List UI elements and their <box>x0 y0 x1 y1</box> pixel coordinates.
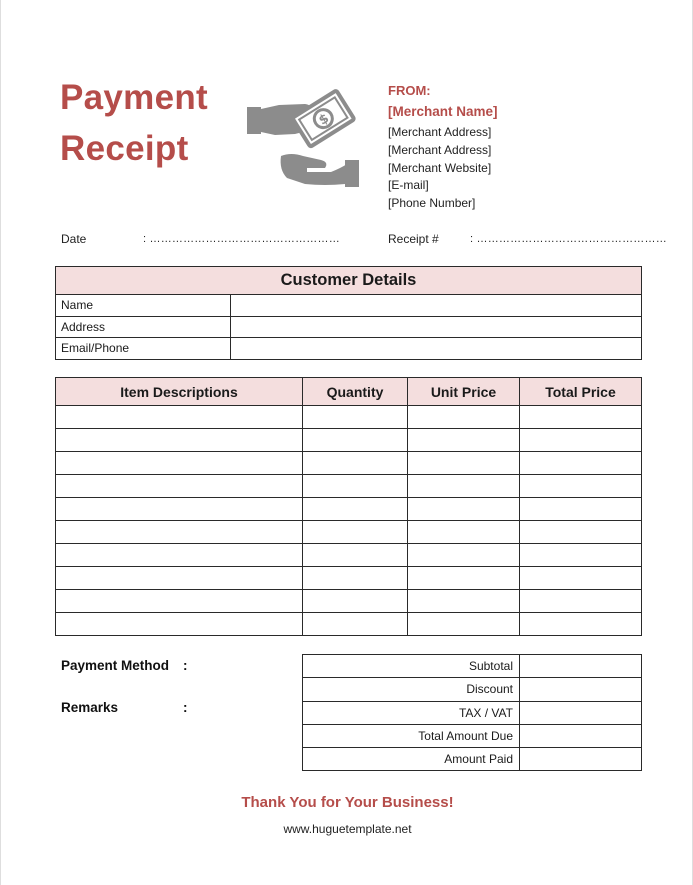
table-row <box>303 655 642 678</box>
total-price-cell[interactable] <box>520 544 642 567</box>
svg-text:$: $ <box>316 111 332 129</box>
table-row <box>56 429 642 452</box>
total-amount-due-field[interactable] <box>520 724 642 747</box>
table-row <box>56 590 642 613</box>
table-row <box>56 567 642 590</box>
quantity-cell[interactable] <box>303 475 408 498</box>
totals-table <box>302 654 642 771</box>
unit-price-cell[interactable] <box>408 452 520 475</box>
quantity-cell[interactable] <box>303 429 408 452</box>
subtotal-field[interactable] <box>520 655 642 678</box>
unit-price-cell[interactable] <box>408 567 520 590</box>
unit-price-cell[interactable] <box>408 498 520 521</box>
customer-email-phone-field[interactable] <box>231 338 642 360</box>
customer-email-phone-label: Email/Phone <box>56 338 231 360</box>
payment-method-colon: : <box>183 658 188 673</box>
total-price-cell[interactable] <box>520 475 642 498</box>
column-header-item-descriptions: Item Descriptions <box>56 378 303 406</box>
total-price-cell[interactable] <box>520 590 642 613</box>
date-label: Date <box>61 232 87 246</box>
table-row <box>56 613 642 636</box>
column-header-total-price: Total Price <box>520 378 642 406</box>
quantity-cell[interactable] <box>303 406 408 429</box>
unit-price-cell[interactable] <box>408 406 520 429</box>
discount-label: Discount <box>303 678 520 701</box>
total-price-cell[interactable] <box>520 452 642 475</box>
receipt-number-field[interactable]: : …………………………………………… <box>470 233 667 245</box>
table-row <box>56 338 642 360</box>
quantity-cell[interactable] <box>303 544 408 567</box>
item-description-cell[interactable] <box>56 498 303 521</box>
quantity-cell[interactable] <box>303 452 408 475</box>
unit-price-cell[interactable] <box>408 613 520 636</box>
tax-vat-label: TAX / VAT <box>303 701 520 724</box>
total-price-cell[interactable] <box>520 498 642 521</box>
amount-paid-label: Amount Paid <box>303 748 520 771</box>
quantity-cell[interactable] <box>303 521 408 544</box>
discount-field[interactable] <box>520 678 642 701</box>
item-description-cell[interactable] <box>56 452 303 475</box>
quantity-cell[interactable] <box>303 498 408 521</box>
customer-name-label: Name <box>56 295 231 317</box>
page-title-line2: Receipt <box>60 129 189 168</box>
amount-paid-field[interactable] <box>520 748 642 771</box>
table-row <box>303 748 642 771</box>
remarks-label: Remarks <box>61 700 119 715</box>
item-description-cell[interactable] <box>56 544 303 567</box>
page-title-line1: Payment <box>60 78 208 117</box>
quantity-cell[interactable] <box>303 590 408 613</box>
subtotal-label: Subtotal <box>303 655 520 678</box>
customer-details-table <box>55 266 642 360</box>
total-price-cell[interactable] <box>520 429 642 452</box>
items-table <box>55 377 642 636</box>
table-row <box>56 316 642 338</box>
hand-giving-money-icon <box>245 80 361 206</box>
total-price-cell[interactable] <box>520 613 642 636</box>
item-description-cell[interactable] <box>56 567 303 590</box>
item-description-cell[interactable] <box>56 590 303 613</box>
merchant-phone: [Phone Number] <box>388 196 476 210</box>
quantity-cell[interactable] <box>303 567 408 590</box>
customer-details-heading: Customer Details <box>56 267 642 295</box>
merchant-address-2: [Merchant Address] <box>388 143 492 157</box>
table-row <box>56 295 642 317</box>
customer-name-field[interactable] <box>231 295 642 317</box>
unit-price-cell[interactable] <box>408 590 520 613</box>
payment-method-label: Payment Method <box>61 658 170 673</box>
unit-price-cell[interactable] <box>408 544 520 567</box>
table-row <box>303 678 642 701</box>
table-row <box>56 475 642 498</box>
unit-price-cell[interactable] <box>408 429 520 452</box>
item-description-cell[interactable] <box>56 521 303 544</box>
tax-vat-field[interactable] <box>520 701 642 724</box>
table-row <box>56 521 642 544</box>
total-amount-due-label: Total Amount Due <box>303 724 520 747</box>
merchant-website: [Merchant Website] <box>388 161 492 175</box>
total-price-cell[interactable] <box>520 406 642 429</box>
merchant-email: [E-mail] <box>388 178 429 192</box>
receipt-number-label: Receipt # <box>388 232 439 246</box>
table-row <box>56 452 642 475</box>
merchant-name: [Merchant Name] <box>388 104 498 119</box>
table-row <box>56 544 642 567</box>
column-header-quantity: Quantity <box>303 378 408 406</box>
item-description-cell[interactable] <box>56 429 303 452</box>
merchant-address-1: [Merchant Address] <box>388 125 492 139</box>
customer-address-label: Address <box>56 316 231 338</box>
total-price-cell[interactable] <box>520 521 642 544</box>
unit-price-cell[interactable] <box>408 475 520 498</box>
total-price-cell[interactable] <box>520 567 642 590</box>
table-row <box>303 724 642 747</box>
quantity-cell[interactable] <box>303 613 408 636</box>
table-row <box>56 498 642 521</box>
table-row <box>56 406 642 429</box>
column-header-unit-price: Unit Price <box>408 378 520 406</box>
footer-website: www.huguetemplate.net <box>283 822 412 836</box>
customer-address-field[interactable] <box>231 316 642 338</box>
table-row <box>303 701 642 724</box>
from-label: FROM: <box>388 83 431 98</box>
item-description-cell[interactable] <box>56 475 303 498</box>
unit-price-cell[interactable] <box>408 521 520 544</box>
thank-you-message: Thank You for Your Business! <box>241 794 454 811</box>
remarks-colon: : <box>183 700 188 715</box>
item-description-cell[interactable] <box>56 613 303 636</box>
item-description-cell[interactable] <box>56 406 303 429</box>
date-field[interactable]: : …………………………………………… <box>143 233 340 245</box>
